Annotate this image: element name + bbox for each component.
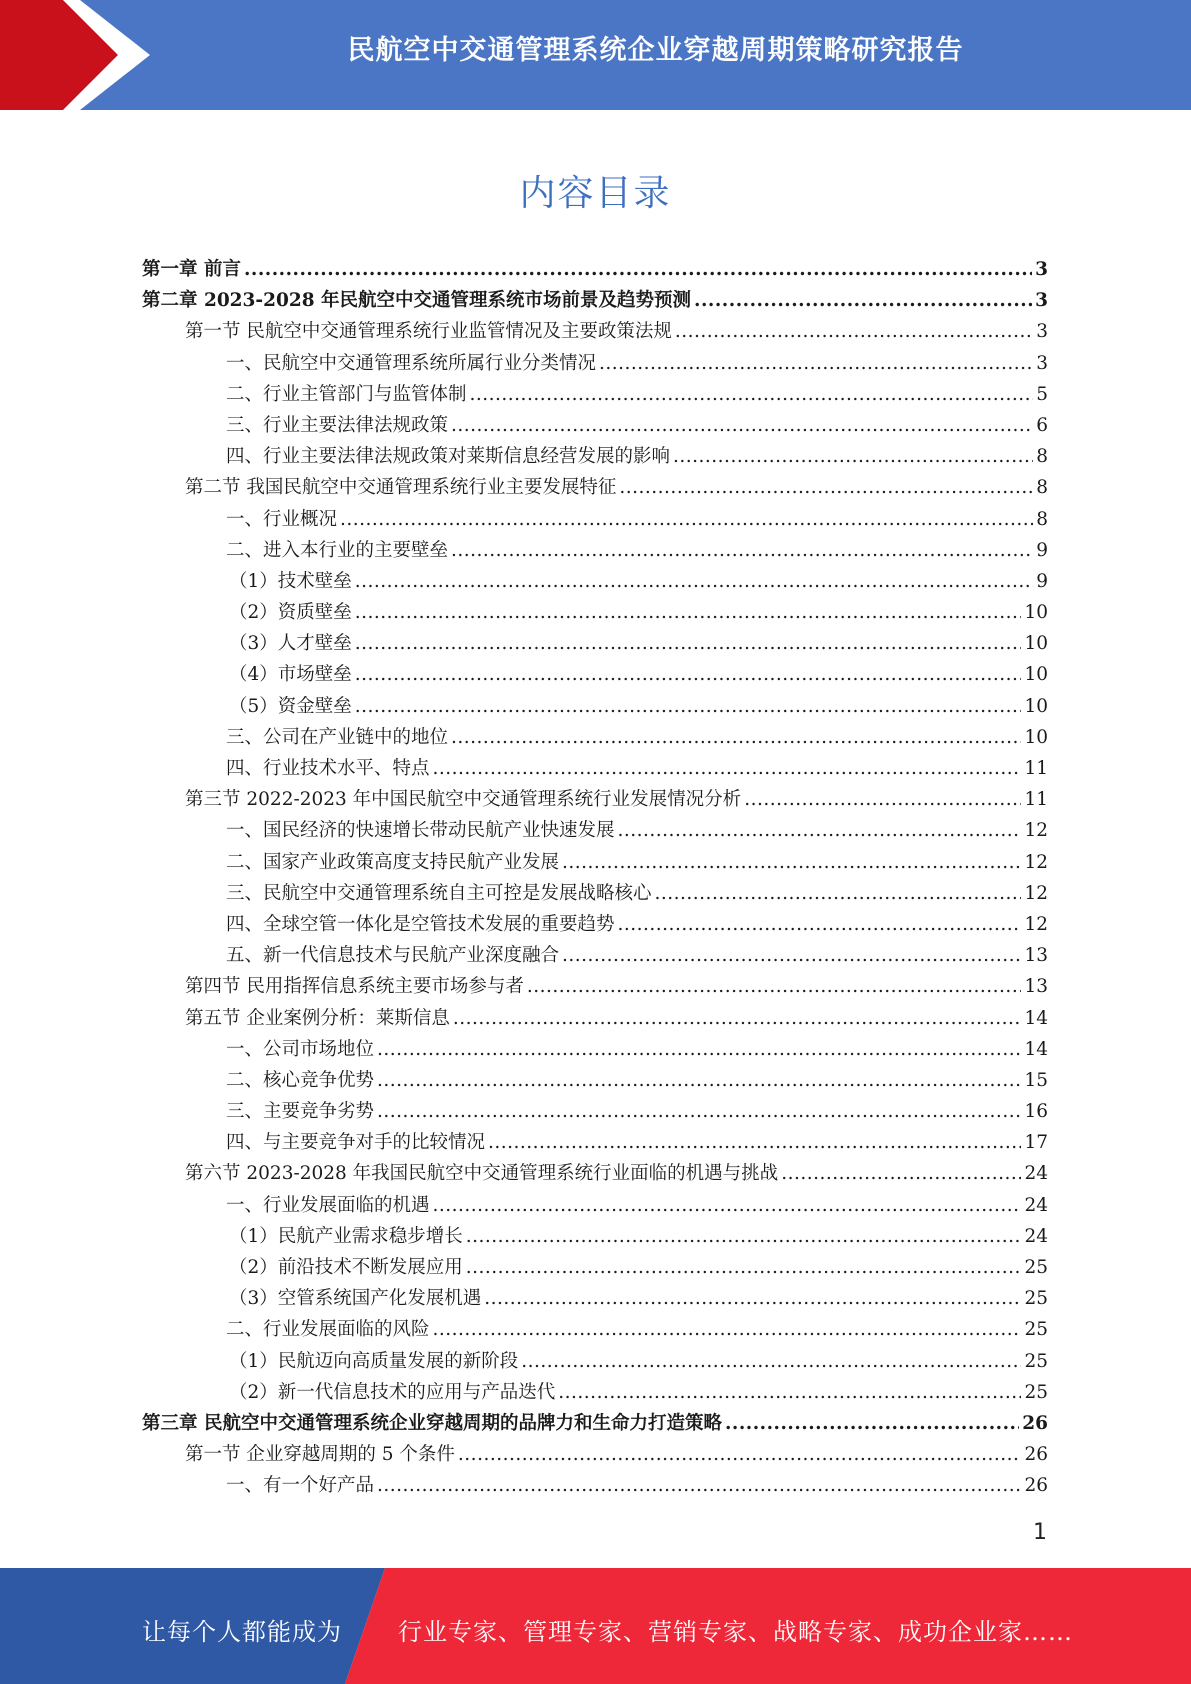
toc-entry-page: 25 bbox=[1024, 1319, 1048, 1341]
toc-entry[interactable] bbox=[142, 1096, 1048, 1127]
toc-leader-dots bbox=[725, 1408, 1019, 1439]
toc-entry[interactable] bbox=[142, 784, 1048, 815]
toc-heading: 内容目录 bbox=[519, 173, 672, 214]
toc-entry-page: 10 bbox=[1024, 602, 1048, 624]
toc-entry[interactable] bbox=[142, 971, 1048, 1002]
toc-entry-title: 第一章 前言 bbox=[142, 259, 241, 280]
toc-entry-page: 11 bbox=[1024, 789, 1048, 811]
toc-leader-dots bbox=[433, 1314, 1022, 1345]
footer-slogan-right: 行业专家、管理专家、营销专家、战略专家、成功企业家…… bbox=[398, 1618, 1073, 1646]
toc-entry[interactable] bbox=[142, 1190, 1048, 1221]
toc-entry-title: 一、国民经济的快速增长带动民航产业快速发展 bbox=[226, 820, 615, 842]
toc-entry-title: 第六节 2023-2028 年我国民航空中交通管理系统行业面临的机遇与挑战 bbox=[185, 1163, 779, 1185]
toc-entry[interactable] bbox=[142, 1127, 1048, 1158]
toc-entry[interactable] bbox=[142, 878, 1048, 909]
toc-entry[interactable] bbox=[142, 753, 1048, 784]
toc-leader-dots bbox=[527, 971, 1022, 1002]
toc-leader-dots bbox=[451, 535, 1033, 566]
toc-entry-page: 3 bbox=[1036, 321, 1048, 343]
toc-leader-dots bbox=[244, 254, 1032, 285]
toc-leader-dots bbox=[618, 815, 1022, 846]
footer-slogan-left: 让每个人都能成为 bbox=[142, 1618, 342, 1646]
toc-entry-title: 第三章 民航空中交通管理系统企业穿越周期的品牌力和生命力打造策略 bbox=[142, 1412, 722, 1434]
toc-entry-page: 12 bbox=[1024, 851, 1048, 873]
toc-entry-title: 二、行业发展面临的风险 bbox=[226, 1319, 430, 1341]
toc-leader-dots bbox=[377, 1034, 1021, 1065]
toc-entry-page: 10 bbox=[1024, 633, 1048, 655]
toc-entry-page: 10 bbox=[1024, 664, 1048, 686]
toc-entry-page: 12 bbox=[1024, 820, 1048, 842]
toc-entry-page: 13 bbox=[1024, 945, 1048, 967]
toc-entry[interactable] bbox=[142, 909, 1048, 940]
toc-leader-dots bbox=[744, 784, 1021, 815]
toc-entry-page: 15 bbox=[1024, 1069, 1048, 1091]
toc-leader-dots bbox=[562, 847, 1021, 878]
toc-entry-page: 3 bbox=[1036, 352, 1048, 374]
toc-leader-dots bbox=[466, 1252, 1022, 1283]
toc-entry-page: 25 bbox=[1024, 1288, 1048, 1310]
toc-leader-dots bbox=[355, 597, 1022, 628]
report-header-band bbox=[0, 0, 1191, 110]
toc-entry-page: 6 bbox=[1036, 414, 1048, 436]
toc-entry[interactable] bbox=[142, 1283, 1048, 1314]
toc-entry-title: 三、民航空中交通管理系统自主可控是发展战略核心 bbox=[226, 882, 652, 904]
toc-entry[interactable] bbox=[142, 1003, 1048, 1034]
toc-entry-title: 第四节 民用指挥信息系统主要市场参与者 bbox=[185, 976, 524, 998]
toc-entry-title: 三、行业主要法律法规政策 bbox=[226, 414, 449, 436]
toc-entry[interactable] bbox=[142, 535, 1048, 566]
toc-entry-page: 26 bbox=[1022, 1412, 1048, 1434]
table-of-contents bbox=[142, 254, 1048, 1502]
toc-entry-page: 24 bbox=[1024, 1194, 1048, 1216]
toc-entry-page: 11 bbox=[1024, 758, 1048, 779]
toc-entry[interactable] bbox=[142, 379, 1048, 410]
toc-entry[interactable] bbox=[142, 847, 1048, 878]
toc-entry-page: 3 bbox=[1035, 290, 1048, 312]
toc-leader-dots bbox=[451, 722, 1021, 753]
toc-entry[interactable] bbox=[142, 316, 1048, 347]
toc-entry-title: 第一节 企业穿越周期的 5 个条件 bbox=[185, 1444, 455, 1466]
toc-entry[interactable] bbox=[142, 597, 1048, 628]
toc-entry-title: （1）民航产业需求稳步增长 bbox=[229, 1225, 463, 1247]
toc-entry-page: 25 bbox=[1024, 1350, 1048, 1372]
toc-leader-dots bbox=[355, 659, 1022, 690]
toc-entry-title: 二、进入本行业的主要壁垒 bbox=[226, 539, 449, 561]
toc-entry[interactable] bbox=[142, 1346, 1048, 1377]
toc-entry-title: 五、新一代信息技术与民航产业深度融合 bbox=[226, 945, 560, 967]
toc-entry-title: 一、有一个好产品 bbox=[226, 1475, 375, 1497]
toc-entry[interactable] bbox=[142, 628, 1048, 659]
toc-leader-dots bbox=[355, 691, 1022, 722]
toc-leader-dots bbox=[673, 441, 1033, 472]
toc-entry-page: 26 bbox=[1024, 1444, 1048, 1466]
toc-entry-title: 四、全球空管一体化是空管技术发展的重要趋势 bbox=[226, 913, 615, 935]
toc-entry[interactable] bbox=[142, 472, 1048, 503]
toc-entry-page: 8 bbox=[1036, 446, 1048, 468]
toc-entry-page: 12 bbox=[1024, 882, 1048, 904]
toc-leader-dots bbox=[694, 285, 1032, 316]
toc-entry-title: 三、公司在产业链中的地位 bbox=[226, 726, 449, 748]
toc-entry-page: 26 bbox=[1024, 1475, 1048, 1497]
toc-leader-dots bbox=[488, 1127, 1021, 1158]
toc-entry-title: 二、行业主管部门与监管体制 bbox=[226, 383, 467, 405]
toc-entry-page: 10 bbox=[1024, 726, 1048, 748]
toc-leader-dots bbox=[377, 1065, 1021, 1096]
toc-entry-title: 一、民航空中交通管理系统所属行业分类情况 bbox=[226, 352, 597, 374]
toc-entry-page: 8 bbox=[1036, 477, 1048, 499]
toc-entry[interactable] bbox=[142, 504, 1048, 535]
toc-leader-dots bbox=[781, 1158, 1021, 1189]
toc-entry[interactable] bbox=[142, 1314, 1048, 1345]
toc-leader-dots bbox=[521, 1346, 1021, 1377]
toc-entry-title: （1）民航迈向高质量发展的新阶段 bbox=[229, 1350, 519, 1372]
toc-entry-page: 24 bbox=[1024, 1225, 1048, 1247]
toc-entry-title: 第二章 2023-2028 年民航空中交通管理系统市场前景及趋势预测 bbox=[142, 290, 692, 312]
toc-entry[interactable] bbox=[142, 1470, 1048, 1501]
toc-entry-title: （3）空管系统国产化发展机遇 bbox=[229, 1288, 482, 1310]
toc-entry-title: （2）前沿技术不断发展应用 bbox=[229, 1257, 463, 1278]
toc-entry-title: 一、行业发展面临的机遇 bbox=[226, 1194, 430, 1216]
toc-leader-dots bbox=[340, 504, 1033, 535]
toc-entry-title: （1）技术壁垒 bbox=[229, 570, 352, 592]
toc-entry[interactable] bbox=[142, 348, 1048, 379]
toc-entry-title: （3）人才壁垒 bbox=[229, 633, 352, 655]
toc-leader-dots bbox=[619, 472, 1033, 503]
toc-leader-dots bbox=[562, 940, 1021, 971]
toc-entry[interactable] bbox=[142, 1158, 1048, 1189]
toc-entry-title: 第五节 企业案例分析：莱斯信息 bbox=[185, 1007, 450, 1029]
toc-entry-title: 二、核心竞争优势 bbox=[226, 1069, 375, 1091]
toc-entry-page: 10 bbox=[1024, 695, 1048, 717]
toc-entry[interactable] bbox=[142, 1221, 1048, 1252]
report-title: 民航空中交通管理系统企业穿越周期策略研究报告 bbox=[347, 35, 964, 66]
toc-entry-title: 三、主要竞争劣势 bbox=[226, 1101, 375, 1123]
toc-leader-dots bbox=[433, 1190, 1022, 1221]
toc-entry-page: 3 bbox=[1035, 259, 1048, 280]
toc-entry-page: 17 bbox=[1024, 1132, 1048, 1154]
toc-entry-page: 14 bbox=[1024, 1038, 1048, 1060]
toc-entry[interactable] bbox=[142, 1252, 1048, 1283]
toc-entry-title: （5）资金壁垒 bbox=[229, 695, 352, 717]
toc-entry[interactable] bbox=[142, 254, 1048, 285]
toc-leader-dots bbox=[618, 909, 1022, 940]
toc-entry-title: 一、公司市场地位 bbox=[226, 1038, 375, 1060]
toc-entry-page: 25 bbox=[1024, 1257, 1048, 1278]
toc-entry[interactable] bbox=[142, 1065, 1048, 1096]
toc-leader-dots bbox=[453, 1003, 1022, 1034]
toc-leader-dots bbox=[484, 1283, 1021, 1314]
toc-entry-title: 二、国家产业政策高度支持民航产业发展 bbox=[226, 851, 560, 873]
toc-entry[interactable] bbox=[142, 659, 1048, 690]
toc-entry-page: 14 bbox=[1024, 1007, 1048, 1029]
toc-entry-title: 四、行业技术水平、特点 bbox=[226, 758, 430, 779]
toc-entry-title: 第一节 民航空中交通管理系统行业监管情况及主要政策法规 bbox=[185, 321, 672, 343]
toc-leader-dots bbox=[466, 1221, 1022, 1252]
toc-entry[interactable] bbox=[142, 1439, 1048, 1470]
toc-entry-title: 第二节 我国民航空中交通管理系统行业主要发展特征 bbox=[185, 477, 617, 499]
toc-entry[interactable] bbox=[142, 691, 1048, 722]
toc-entry-title: 四、行业主要法律法规政策对莱斯信息经营发展的影响 bbox=[226, 446, 671, 468]
toc-leader-dots bbox=[355, 566, 1033, 597]
toc-entry-page: 16 bbox=[1024, 1101, 1048, 1123]
toc-leader-dots bbox=[433, 753, 1022, 784]
toc-entry-page: 5 bbox=[1036, 383, 1048, 405]
toc-entry-page: 25 bbox=[1024, 1381, 1048, 1403]
toc-leader-dots bbox=[655, 878, 1022, 909]
toc-entry-title: （2）新一代信息技术的应用与产品迭代 bbox=[229, 1381, 556, 1403]
toc-entry[interactable] bbox=[142, 940, 1048, 971]
toc-entry[interactable] bbox=[142, 1408, 1048, 1439]
toc-entry-title: 一、行业概况 bbox=[226, 508, 338, 530]
toc-entry-page: 24 bbox=[1024, 1163, 1048, 1185]
toc-entry-title: （2）资质壁垒 bbox=[229, 602, 352, 624]
toc-entry[interactable] bbox=[142, 1034, 1048, 1065]
toc-entry[interactable] bbox=[142, 441, 1048, 472]
toc-entry[interactable] bbox=[142, 722, 1048, 753]
toc-entry-page: 12 bbox=[1024, 913, 1048, 935]
toc-leader-dots bbox=[355, 628, 1022, 659]
page-number: 1 bbox=[1033, 1520, 1047, 1545]
toc-leader-dots bbox=[558, 1377, 1021, 1408]
toc-entry[interactable] bbox=[142, 410, 1048, 441]
toc-entry-page: 9 bbox=[1036, 539, 1048, 561]
toc-entry[interactable] bbox=[142, 566, 1048, 597]
toc-entry-title: 第三节 2022-2023 年中国民航空中交通管理系统行业发展情况分析 bbox=[185, 789, 742, 811]
toc-entry-title: 四、与主要竞争对手的比较情况 bbox=[226, 1132, 486, 1154]
toc-leader-dots bbox=[377, 1470, 1021, 1501]
toc-entry[interactable] bbox=[142, 815, 1048, 846]
toc-leader-dots bbox=[451, 410, 1033, 441]
toc-entry[interactable] bbox=[142, 1377, 1048, 1408]
toc-leader-dots bbox=[675, 316, 1033, 347]
toc-leader-dots bbox=[458, 1439, 1022, 1470]
toc-entry-page: 8 bbox=[1036, 508, 1048, 530]
toc-leader-dots bbox=[599, 348, 1033, 379]
toc-leader-dots bbox=[470, 379, 1034, 410]
toc-entry-title: （4）市场壁垒 bbox=[229, 664, 352, 686]
toc-entry-page: 9 bbox=[1036, 570, 1048, 592]
toc-entry-page: 13 bbox=[1024, 976, 1048, 998]
toc-leader-dots bbox=[377, 1096, 1021, 1127]
toc-entry[interactable] bbox=[142, 285, 1048, 316]
footer-banner bbox=[0, 1568, 1191, 1684]
